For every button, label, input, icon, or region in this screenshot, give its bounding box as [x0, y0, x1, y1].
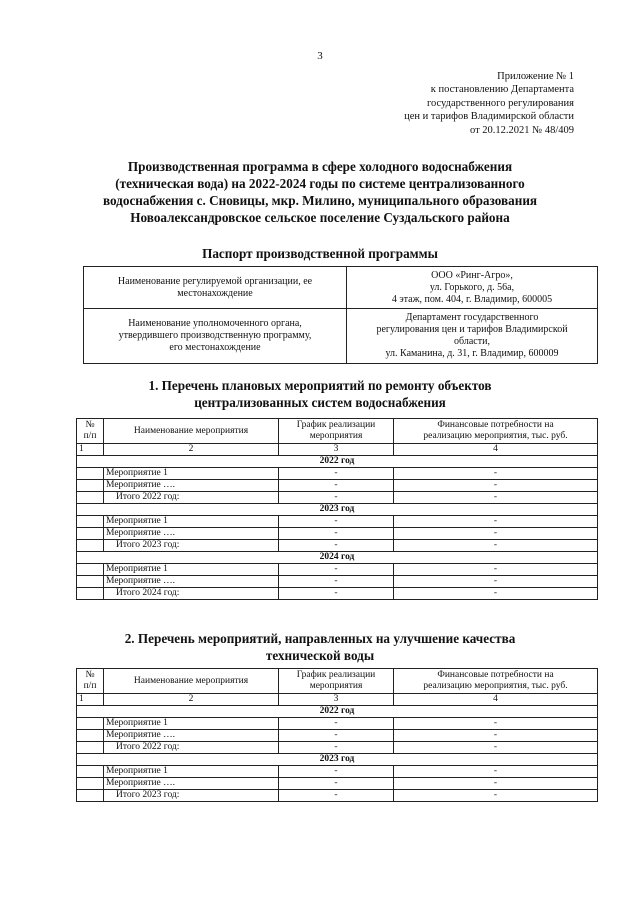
column-header — [104, 669, 279, 694]
total-label: Итого 2024 год: — [104, 588, 279, 600]
schedule-value: - — [279, 564, 394, 576]
column-header — [104, 419, 279, 444]
finance-value: - — [394, 730, 598, 742]
finance-value: - — [394, 480, 598, 492]
year-row — [77, 706, 598, 718]
passport-value — [347, 267, 598, 309]
measure-name: Мероприятие …. — [104, 528, 279, 540]
column-number: 2 — [104, 694, 279, 706]
column-header-line: Финансовые потребности на — [437, 420, 554, 430]
column-number-row — [77, 444, 598, 456]
year-row — [77, 456, 598, 468]
total-label: Итого 2023 год: — [104, 540, 279, 552]
column-header-line: Финансовые потребности на — [437, 670, 554, 680]
measure-name: Мероприятие …. — [104, 730, 279, 742]
measure-row — [77, 576, 598, 588]
year-row — [77, 754, 598, 766]
schedule-value: - — [279, 480, 394, 492]
schedule-value: - — [279, 540, 394, 552]
row-number — [77, 540, 104, 552]
column-header-line: Наименование мероприятия — [133, 425, 249, 436]
finance-value: - — [394, 492, 598, 504]
measure-row — [77, 718, 598, 730]
column-header-line: мероприятия — [309, 431, 363, 441]
schedule-value: - — [279, 492, 394, 504]
row-number — [77, 742, 104, 754]
row-number — [77, 528, 104, 540]
column-header-line: № — [85, 670, 95, 680]
year-row — [77, 504, 598, 516]
column-header — [279, 669, 394, 694]
finance-value: - — [394, 516, 598, 528]
passport-title: Паспорт производственной программы — [202, 246, 438, 261]
appendix-line: к постановлению Департамента — [430, 84, 574, 96]
column-header-line: График реализации — [296, 420, 376, 430]
title-line: водоснабжения с. Сновицы, мкр. Милино, муниципального образования — [102, 193, 538, 208]
appendix-line: Приложение № 1 — [497, 71, 574, 82]
passport-label-line: его местонахождение — [169, 342, 261, 353]
schedule-value: - — [279, 516, 394, 528]
page-number: 3 — [317, 50, 323, 62]
column-header-line: мероприятия — [309, 681, 363, 691]
column-header — [77, 669, 104, 694]
year-label: 2022 год — [77, 706, 598, 718]
passport-table — [83, 266, 598, 364]
measure-row — [77, 468, 598, 480]
finance-value: - — [394, 766, 598, 778]
passport-row — [84, 267, 598, 309]
measure-row — [77, 528, 598, 540]
finance-value: - — [394, 540, 598, 552]
heading-line: технической воды — [265, 648, 375, 663]
finance-value: - — [394, 564, 598, 576]
column-number: 3 — [279, 694, 394, 706]
total-row — [77, 742, 598, 754]
row-number — [77, 718, 104, 730]
column-header-line: реализацию мероприятия, тыс. руб. — [423, 431, 568, 441]
passport-label-line: утвердившего производственную программу, — [118, 330, 312, 341]
measure-name: Мероприятие 1 — [104, 766, 279, 778]
finance-value: - — [394, 790, 598, 802]
schedule-value: - — [279, 528, 394, 540]
measure-name: Мероприятие 1 — [104, 718, 279, 730]
column-number: 2 — [104, 444, 279, 456]
column-header-line: п/п — [83, 681, 97, 691]
total-label: Итого 2022 год: — [104, 742, 279, 754]
row-number — [77, 492, 104, 504]
column-header — [77, 419, 104, 444]
passport-value-line: Департамент государственного — [405, 312, 539, 323]
row-number — [77, 730, 104, 742]
row-number — [77, 778, 104, 790]
heading-line: 1. Перечень плановых мероприятий по ремонту объектов — [148, 378, 492, 393]
column-header-line: Наименование мероприятия — [133, 675, 249, 686]
schedule-value: - — [279, 730, 394, 742]
column-number: 4 — [394, 444, 598, 456]
row-number — [77, 576, 104, 588]
passport-label-line: местонахождение — [177, 287, 253, 299]
measure-name: Мероприятие …. — [104, 480, 279, 492]
row-number — [77, 588, 104, 600]
finance-value: - — [394, 742, 598, 754]
year-label: 2023 год — [77, 504, 598, 516]
column-number: 4 — [394, 694, 598, 706]
measure-row — [77, 766, 598, 778]
table-header-row — [77, 419, 598, 444]
appendix-line: от 20.12.2021 № 48/409 — [469, 124, 574, 136]
table-header-row — [77, 669, 598, 694]
column-number-row — [77, 694, 598, 706]
table-body — [77, 419, 598, 600]
row-number — [77, 468, 104, 480]
schedule-value: - — [279, 742, 394, 754]
schedule-value: - — [279, 588, 394, 600]
column-number: 1 — [77, 444, 104, 456]
appendix-line: цен и тарифов Владимирской области — [404, 111, 574, 123]
column-header — [394, 669, 598, 694]
column-header — [279, 419, 394, 444]
measure-name: Мероприятие 1 — [104, 516, 279, 528]
measure-name: Мероприятие 1 — [104, 564, 279, 576]
measure-name: Мероприятие …. — [104, 576, 279, 588]
passport-label — [84, 309, 347, 364]
schedule-value: - — [279, 790, 394, 802]
passport-value-line: ул. Горького, д. 56а, — [429, 281, 515, 293]
year-label: 2022 год — [77, 456, 598, 468]
quality-measures-table — [76, 668, 598, 802]
heading-line: 2. Перечень мероприятий, направленных на улучшение качества — [124, 631, 516, 646]
passport-value — [347, 309, 598, 364]
passport-label — [84, 267, 347, 309]
finance-value: - — [394, 468, 598, 480]
measure-name: Мероприятие …. — [104, 778, 279, 790]
measure-row — [77, 778, 598, 790]
schedule-value: - — [279, 468, 394, 480]
column-header-line: реализацию мероприятия, тыс. руб. — [423, 681, 568, 691]
measure-row — [77, 480, 598, 492]
passport-value-line: регулирования цен и тарифов Владимирской — [376, 324, 568, 335]
schedule-value: - — [279, 766, 394, 778]
row-number — [77, 766, 104, 778]
passport-value-line: ООО «Ринг-Агро», — [431, 269, 513, 281]
program-title — [60, 158, 580, 226]
column-header — [394, 419, 598, 444]
total-label: Итого 2022 год: — [104, 492, 279, 504]
year-label: 2024 год — [77, 552, 598, 564]
column-number: 3 — [279, 444, 394, 456]
year-label: 2023 год — [77, 754, 598, 766]
finance-value: - — [394, 528, 598, 540]
passport-value-line: области, — [454, 336, 490, 347]
passport-value-line: ул. Каманина, д. 31, г. Владимир, 600009 — [385, 348, 559, 359]
passport-row — [84, 309, 598, 364]
measure-row — [77, 564, 598, 576]
finance-value: - — [394, 576, 598, 588]
finance-value: - — [394, 588, 598, 600]
section1-heading — [0, 377, 640, 411]
measure-name: Мероприятие 1 — [104, 468, 279, 480]
column-number: 1 — [77, 694, 104, 706]
total-row — [77, 540, 598, 552]
finance-value: - — [394, 718, 598, 730]
total-row — [77, 492, 598, 504]
total-label: Итого 2023 год: — [104, 790, 279, 802]
heading-line: централизованных систем водоснабжения — [194, 395, 446, 410]
schedule-value: - — [279, 718, 394, 730]
title-line: Новоалександровское сельское поселение Суздальского района — [130, 210, 510, 225]
schedule-value: - — [279, 576, 394, 588]
title-line: (техническая вода) на 2022-2024 годы по системе централизованного — [115, 176, 525, 191]
total-row — [77, 588, 598, 600]
column-header-line: № — [85, 420, 95, 430]
measure-row — [77, 516, 598, 528]
row-number — [77, 480, 104, 492]
passport-label-line: Наименование уполномоченного органа, — [128, 318, 302, 329]
table-body — [77, 669, 598, 802]
measure-row — [77, 730, 598, 742]
appendix-line: государственного регулирования — [426, 97, 574, 109]
section2-heading — [0, 630, 640, 664]
row-number — [77, 564, 104, 576]
title-line: Производственная программа в сфере холодного водоснабжения — [127, 159, 513, 174]
column-header-line: п/п — [83, 431, 97, 441]
column-header-line: График реализации — [296, 670, 376, 680]
finance-value: - — [394, 778, 598, 790]
year-row — [77, 552, 598, 564]
row-number — [77, 790, 104, 802]
repair-measures-table — [76, 418, 598, 600]
passport-label-line: Наименование регулируемой организации, ее — [117, 275, 313, 287]
schedule-value: - — [279, 778, 394, 790]
appendix-block — [404, 70, 574, 137]
passport-value-line: 4 этаж, пом. 404, г. Владимир, 600005 — [391, 293, 553, 305]
total-row — [77, 790, 598, 802]
row-number — [77, 516, 104, 528]
